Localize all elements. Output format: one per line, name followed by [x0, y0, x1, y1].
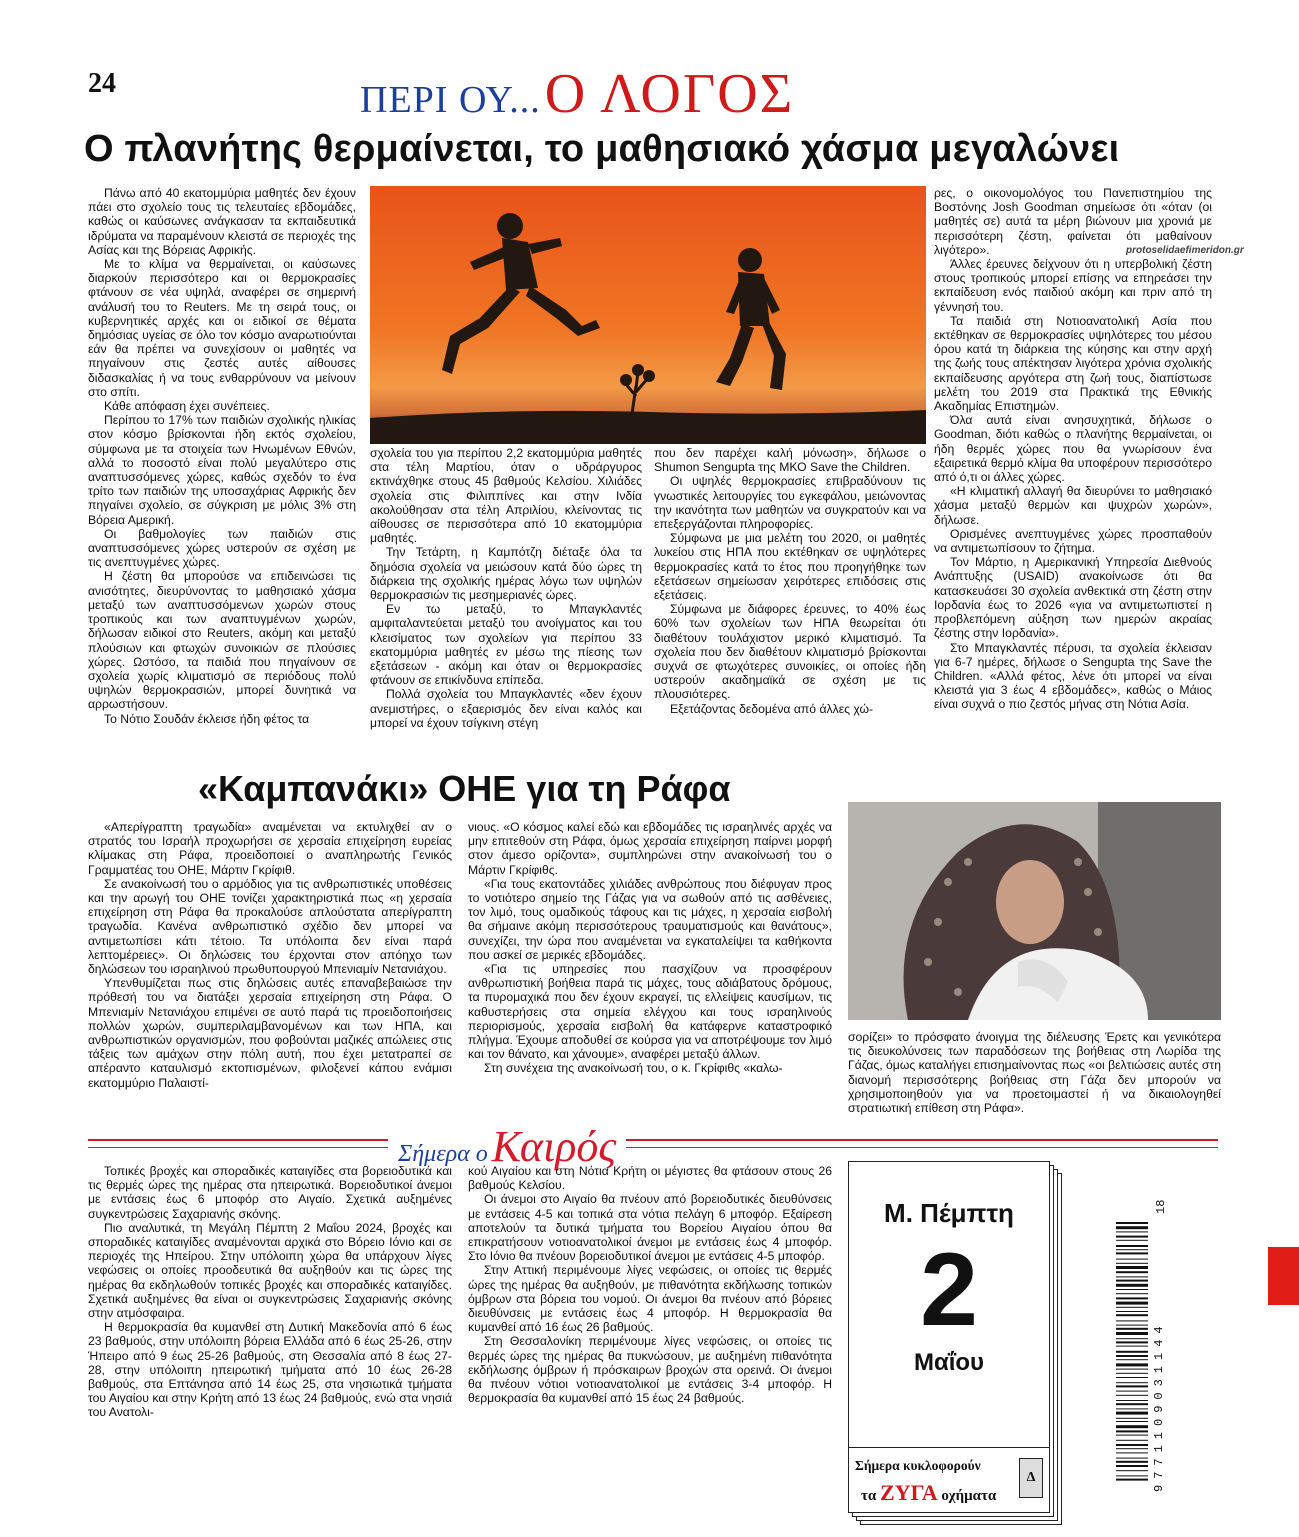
barcode-bar — [1116, 1391, 1148, 1392]
paragraph: σορίζει» το πρόσφατο άνοιγμα της διέλευσης Έρετς και γενικότερα τις διευκολύνσεις των παραδόσεων της βοήθειας στη Λωρίδα της Γάζας, όμως καταλήγει επισημαίνοντας πως «οι βελτιώσεις αυτές στη διανομή περισσότερης βοήθειας στη Γάζα δεν μπορούν να χρησιμοποιηθούν για να προετοιμαστεί ή να δικαιολογηθεί στρατιωτική επίθεση στη Ράφα». — [848, 1030, 1221, 1116]
barcode-bar — [1116, 1266, 1148, 1269]
barcode-bar — [1116, 1263, 1148, 1264]
barcode-bar — [1116, 1302, 1148, 1305]
barcode-bar — [1116, 1325, 1148, 1326]
paragraph: κού Αιγαίου και στη Νότια Κρήτη οι μέγιστες θα φτάσουν στους 26 βαθμούς Κελσίου. — [468, 1164, 832, 1193]
paragraph: Η ζέστη θα μπορούσε να επιδεινώσει τις ανισότητες, διευρύνοντας το μαθησιακό χάσμα μεταξύ των αναπτυσσόμενων χωρών στους τροπικούς και των αναπτυγμένων χωρών, δήλωσαν ειδικοί στο Reuters, ακόμη και μεταξύ πλούσιων και φτωχών συνοικιών σε πλούσιες χώρες. Ωστόσο, τα παιδιά που πηγαίνουν σε σχολεία χωρίς κλιματισμό σε περιόδους πολύ υψηλών θερμοκρασιών, μπορεί δυνητικά να αρρωστήσουν. — [88, 569, 356, 712]
barcode-bar — [1116, 1369, 1148, 1370]
barcode-bar — [1116, 1458, 1148, 1459]
paragraph: Περίπου το 17% των παιδιών σχολικής ηλικίας στον κόσμο βρίσκονται ήδη εκτός σχολείου, σύμφωνα με τα στοιχεία των Ηνωμένων Εθνών, αλλά το ποσοστό είναι πολύ μεγαλύτερο στις αναπτυσσόμενες χώρες, καθώς σχεδόν το ένα τρίτο των παιδιών της υποσαχάριας Αφρικής δεν πηγαίνει σχολείο, σε σύγκριση με μόλις 3% στη Βόρεια Αμερική. — [88, 413, 356, 527]
barcode-bar — [1116, 1452, 1148, 1453]
barcode-bar — [1116, 1359, 1148, 1360]
paragraph: «Για τους εκατοντάδες χιλιάδες ανθρώπους που διέφυγαν προς το νοτιότερο σημείο της Γάζας για να σωθούν από τις ασθένειες, τον λιμό, τους ομαδικούς τάφους και τις μάχες, η χερσαία εισβολή θα σήμαινε ακόμη περισσότερους τραυματισμούς και θανάτους», συνεχίζει, την ώρα που αναμένεται να εγκαταλείψει τα καθήκοντα που ασκεί σε μερικές εβδομάδες. — [468, 876, 832, 962]
paragraph: Με το κλίμα να θερμαίνεται, οι καύσωνες διαρκούν περισσότερο και οι θερμοκρασίες φτάνουν σε νέα υψηλά, αναφέρει σε σημερινή ανάλυσή του το Reuters. Με τη σειρά τους, οι κυβερνητικές αρχές και οι ειδικοί σε θέματα δημόσιας υγείας σε όλο τον κόσμο αναρωτιούνται εάν θα πρέπει να συνεχίσουν οι μαθητές να πηγαίνουν στις ζεστές αυτές αίθουσες διδασκαλίας ή να τους ενθαρρύνουν να μείνουν στο σπίτι. — [88, 257, 356, 399]
barcode-bar — [1116, 1293, 1148, 1294]
barcode-bar — [1116, 1465, 1148, 1467]
article1-column-2 — [370, 446, 642, 730]
calendar-month: Μαΐου — [913, 1349, 985, 1376]
barcode-bar — [1116, 1311, 1148, 1312]
barcode-bar — [1116, 1314, 1148, 1316]
paragraph: Υπενθυμίζεται πως στις δηλώσεις αυτές επαναβεβαιώσε την πρόθεσή του να διατάξει χερσαία επιχείρηση στη Ράφα. Ο Μπενιαμίν Νετανιάχου επιμένει σε αυτό παρά τις προειδοποιήσεις πολλών χωρών, συμπεριλαμβανομένων και των ΗΠΑ, και ανθρωπιστικών οργανισμών, που φοβούνται μαζικές απώλειες στις τάξεις των αμάχων στην πόλη αυτή, που έχει μετατραπεί σε απέραντο καταυλισμό εκτοπισμένων, φιλοξενεί κάπου ενάμισι εκατομμύριο Παλαιστί- — [88, 976, 452, 1090]
watermark: protoselidaefimeridon.gr — [1126, 245, 1244, 256]
barcode-bar — [1116, 1475, 1148, 1476]
barcode-bar — [1116, 1236, 1148, 1238]
barcode-bar — [1116, 1448, 1148, 1449]
article2-column-2 — [468, 820, 832, 1076]
barcode-bar — [1116, 1307, 1148, 1308]
weather-column-1 — [88, 1164, 452, 1420]
calendar-front-page — [848, 1161, 1050, 1513]
paragraph: Ορισμένες ανεπτυγμένες χώρες προσπαθούν να αντιμετωπίσουν το ζήτημα. — [934, 526, 1212, 556]
barcode-bar — [1116, 1222, 1148, 1224]
weather-column-2 — [468, 1164, 832, 1405]
traffic-note-line1: Σήμερα κυκλοφορούν — [855, 1458, 981, 1473]
main-headline: Ο πλανήτης θερμαίνεται, το μαθησιακό χάσμα μεγαλώνει — [84, 128, 1120, 170]
photo-illustration — [848, 802, 1221, 1020]
paragraph: σχολεία του για περίπου 2,2 εκατομμύρια μαθητές στα τέλη Μαρτίου, όταν ο υδράργυρος εκτινάχθηκε στους 45 βαθμούς Κελσίου. Χιλιάδες σχολεία στις Φιλιππίνες και στην Ινδία ακολούθησαν στα τέλη Απριλίου, κλείνοντας τις αίθουσες σε περισσότερα από 10 εκατομμύρια μαθητές. — [370, 446, 642, 546]
barcode-bar — [1116, 1385, 1148, 1387]
barcode-bar — [1116, 1351, 1148, 1353]
barcode-bar — [1116, 1418, 1148, 1419]
barcode-bar — [1116, 1444, 1148, 1446]
barcode-bar — [1116, 1231, 1148, 1232]
barcode-bar — [1116, 1421, 1148, 1422]
rafah-headline: «Καμπανάκι» ΟΗΕ για τη Ράφα — [198, 768, 731, 809]
article1-column-3 — [654, 446, 926, 716]
barcode-bar — [1116, 1280, 1148, 1282]
paragraph: Άλλες έρευνες δείχνουν ότι η υπερβολική ζέστη στους τροπικούς μπορεί επίσης να επηρεάσει την εκπαίδευση ενός παιδιού ακόμη και πριν από τη γέννησή του. — [934, 257, 1212, 314]
kicker-small: ΠΕΡΙ ΟΥ... — [360, 79, 541, 121]
traffic-note-pre: τα — [861, 1488, 877, 1504]
barcode-bar — [1116, 1412, 1148, 1415]
delta-badge-icon: Δ — [1019, 1458, 1043, 1498]
traffic-note-zyga: ΖΥΓΑ — [880, 1480, 938, 1505]
barcode-bar — [1116, 1430, 1148, 1432]
paragraph: Σύμφωνα με μια μελέτη του 2020, οι μαθητές λυκείου στις ΗΠΑ που εκτέθηκαν σε υψηλότερες θερμοκρασίες κατά το έτος που προηγήθηκε των εξετάσεων σημείωσαν χειρότερες επιδόσεις στις εξετάσεις. — [654, 531, 926, 603]
paragraph: Το Νότιο Σουδάν έκλεισε ήδη φέτος τα — [104, 711, 310, 726]
paragraph: Όλα αυτά είναι ανησυχητικά, δήλωσε ο Goodman, διότι καθώς ο πλανήτης θερμαίνεται, οι ήδη θερμές χώρες που θα γνωρίσουν ένα εξαιρετικά θερμό κλίμα θα υποφέρουν περισσότερο από ό,τι οι άλλες χώρες. — [934, 413, 1212, 485]
barcode-bar — [1116, 1377, 1148, 1378]
barcode-bar — [1116, 1271, 1148, 1273]
paragraph: Πάνω από 40 εκατομμύρια μαθητές δεν έχουν πάει στο σχολείο τους τις τελευταίες εβδομάδες, καθώς οι καύσωνες ανάγκασαν τα εκπαιδευτικά ιδρύματα να παραμένουν κλειστά σε περιοχές της Ασίας και της Βόρειας Αφρικής. — [88, 186, 356, 257]
paragraph: Στο Μπαγκλαντές πέρυσι, τα σχολεία έκλεισαν για 6-7 ημέρες, δήλωσε ο Sengupta της Save the Children. «Αλλά φέτος, λένε ότι μπορεί να είναι κλειστά για 3 έως 4 εβδομάδες», καθώς ο Μάιος είναι συχνά ο πιο ζεστός μήνας στη Νότια Ασία. — [934, 640, 1212, 712]
paragraph: Σε ανακοίνωσή του ο αρμόδιος για τις ανθρωπιστικές υποθέσεις και την αρωγή του ΟΗΕ τονίζει χαρακτηριστικά πως «η χερσαία επιχείρηση στη Ράφα θα προκαλούσε απλούστατα απερίγραπτη τραγωδία. Κανένα ανθρωπιστικό σχέδιο δεν μπορεί να αντιμετωπίσει κάτι τέτοιο. Τα υπόλοιπα δεν είναι παρά λεπτομέρειες». Οι δηλώσεις του έρχονται στον απόηχο των δηλώσεων του ισραηλινού πρωθυπουργού Μπενιαμίν Νετανιάχου. — [88, 876, 452, 977]
paragraph: νιους. «Ο κόσμος καλεί εδώ και εβδομάδες τις ισραηλινές αρχές να μην επιτεθούν στη Ράφα, όμως χερσαία επιχείρηση παίρνει μορφή στον άμεσο ορίζοντα», συμπληρώνει στην ανακοίνωσή του ο Μάρτιν Γκρίφιθς. — [468, 820, 832, 877]
barcode-bar — [1116, 1240, 1148, 1241]
kicker-large: Ο ΛΟΓΟΣ — [544, 63, 795, 125]
barcode-bar — [1116, 1355, 1148, 1357]
barcode-bar — [1116, 1470, 1148, 1471]
paragraph: Εν τω μεταξύ, το Μπαγκλαντές αμφιταλαντεύεται μεταξύ του ανοίγματος και του κλεισίματος των σχολείων για περίπου 33 εκατομμύρια μαθητές εν μέσω της πίεσης των εξετάσεων - ακόμη και όταν οι θερμοκρασίες φτάνουν σε επικίνδυνα επίπεδα. — [370, 602, 642, 688]
weather-title-small: Σήμερα ο — [398, 1141, 488, 1167]
paragraph: Τα παιδιά στη Νοτιοανατολική Ασία που εκτέθηκαν σε θερμοκρασίες υψηλότερες του μέσου όρου κατά τη διάρκεια της κύησης και στην αρχή της ζωής τους απέκτησαν λιγότερα χρόνια σχολικής εκπαίδευσης αργότερα στη ζωή τους, διαπίστωσε μελέτη του 2019 στα Πρακτικά της Εθνικής Ακαδημίας Επιστημών. — [934, 313, 1212, 414]
paragraph: Τον Μάρτιο, η Αμερικανική Υπηρεσία Διεθνούς Ανάπτυξης (USAID) ανακοίνωσε ότι θα κατασκευάσει 30 σχολεία ανθεκτικά στη ζέστη στην Ιορδανία έως το 2026 «για να αντιμετωπιστεί η προβλεπόμενη αύξηση των ημερών ακραίας ζέστης στην Ιορδανία». — [934, 555, 1212, 641]
barcode-bar — [1116, 1395, 1148, 1396]
paragraph: Εξετάζοντας δεδομένα από άλλες χώ- — [670, 701, 874, 716]
page-number: 24 — [88, 68, 116, 99]
traffic-note-post: οχήματα — [941, 1488, 997, 1504]
article1-column-4 — [934, 186, 1212, 712]
paragraph: Στη συνέχεια της ανακοίνωσή του, ο κ. Γκρίφιθς «καλω- — [484, 1061, 783, 1076]
barcode-bar — [1116, 1226, 1148, 1229]
barcode-bar — [1116, 1341, 1148, 1343]
barcode-bar — [1116, 1435, 1148, 1436]
barcode-bar — [1116, 1479, 1148, 1481]
paragraph: «Για τις υπηρεσίες που πασχίζουν να προσφέρουν ανθρωπιστική βοήθεια παρά τις μάχες, τους αδιάβατους δρόμους, τα πυρομαχικά που δεν έχουν εκραγεί, τις ελλείψεις καυσίμων, τις καθυστερήσεις στα σημεία ελέγχου και τους ισραηλινούς περιορισμούς, χερσαία εισβολή θα κατάφερνε καταστροφικό πλήγμα. Έχουμε αποδυθεί σε κούρσα για να αποτρέψουμε τον λιμό και τον θάνατο, και χάνουμε», αναφέρει μεταξύ άλλων. — [468, 962, 832, 1062]
barcode-bar — [1116, 1252, 1148, 1254]
barcode-bar — [1116, 1297, 1148, 1299]
barcode-bar — [1116, 1425, 1148, 1428]
barcode-bar — [1116, 1332, 1148, 1335]
barcode-bar — [1116, 1245, 1148, 1247]
barcode-bar — [1116, 1408, 1148, 1409]
barcode-bar — [1116, 1320, 1148, 1321]
barcode-bar — [1116, 1289, 1148, 1290]
barcode-bar — [1116, 1400, 1148, 1401]
paragraph: Σύμφωνα με διάφορες έρευνες, το 40% έως 60% των σχολείων των ΗΠΑ θεωρείται ότι διαθέτουν τουλάχιστον μερικό κλιματισμό. Τα σχολεία που δεν διαθέτουν κλιματισμό βρίσκονται συχνά σε φτωχότερες συνοικίες, οι οποίες ήδη υστερούν ακαδημαϊκά σε σχέση με τις πλουσιότερες. — [654, 602, 926, 702]
barcode-bar — [1116, 1284, 1148, 1287]
barcode-bar — [1116, 1249, 1148, 1250]
barcode-bar — [1116, 1373, 1148, 1374]
paragraph: «Η κλιματική αλλαγή θα διευρύνει το μαθησιακό χάσμα μεταξύ θερμών και ψυχρών χωρών», δήλωσε. — [934, 484, 1212, 527]
barcode-bar — [1116, 1440, 1148, 1441]
barcode-bar — [1116, 1328, 1148, 1330]
paragraph: Πολλά σχολεία του Μπαγκλαντές «δεν έχουν ανεμιστήρες, ο εξαερισμός δεν είναι καλός και μπορεί να έχουν τσίγκινη στέγη — [370, 687, 642, 730]
barcode-bar — [1116, 1338, 1148, 1339]
date-calendar — [848, 1161, 1060, 1533]
grieving-woman-photo — [848, 802, 1221, 1020]
red-page-tab — [1268, 1247, 1299, 1305]
paragraph: Οι υψηλές θερμοκρασίες επιβραδύνουν τις γνωστικές λειτουργίες του εγκεφάλου, μειώνοντας την ικανότητα των μαθητών να συγκρατούν και να επεξεργάζονται πληροφορίες. — [654, 474, 926, 532]
calendar-day: Μ. Πέμπτη — [884, 1198, 1014, 1228]
paragraph: Οι βαθμολογίες των παιδιών στις αναπτυσσόμενες χώρες υστερούν σε σχέση με τις ανεπτυγμένες χώρες. — [88, 526, 356, 570]
barcode-bar — [1116, 1276, 1148, 1277]
barcode — [1116, 1192, 1172, 1504]
paragraph: ρες, ο οικονομολόγος του Πανεπιστημίου της Βοστόνης Josh Goodman σημείωσε ότι «όταν (οι μαθητές σε) αυτά τα μέρη βιώνουν μια χρονιά με περισσότερη ζέστη, φαίνεται ότι μαθαίνουν λιγότερο». — [934, 186, 1212, 257]
paragraph: που δεν παρέχει καλή μόνωση», δήλωσε ο Shumon Sengupta της ΜΚΟ Save the Children. — [654, 446, 926, 475]
traffic-note — [849, 1447, 1049, 1512]
paragraph: «Απερίγραπτη τραγωδία» αναμένεται να εκτυλιχθεί αν ο στρατός του Ισραήλ προχωρήσει σε χερσαία επιχείρηση ευρείας κλίμακας στη Ράφα, προειδοποιεί ο αναπληρωτής Γενικός Γραμματέας του ΟΗΕ, Μάρτιν Γκρίφιθ. — [88, 820, 452, 877]
paragraph: Οι άνεμοι στο Αιγαίο θα πνέουν από βορειοδυτικές διευθύνσεις με εντάσεις 4-5 και τοπικά στα νότια πελάγη 6 μποφόρ. Εξαίρεση αποτελούν τα δυτικά τμήματα του Βορείου Αιγαίου όπου θα επικρατήσουν νοτιοανατολικοί άνεμοι με εντάσεις έως 4 μποφόρ. Στο Ιόνιο θα πνέουν βορειοδυτικοί άνεμοι με εντάσεις 4-5 μποφόρ. — [468, 1192, 832, 1264]
article2-column-3 — [848, 1030, 1221, 1115]
barcode-bar — [1116, 1346, 1148, 1347]
rule-line — [88, 1139, 1218, 1141]
barcode-bar — [1116, 1403, 1148, 1405]
paragraph: Στη Θεσσαλονίκη περιμένουμε λίγες νεφώσεις, οι οποίες τις θερμές ώρες της ημέρας θα πυκνώσουν, με αυξημένη πιθανότητα εκδήλωσης όμβρων ή πρόσκαιρων βροχών στα ορεινά. Οι άνεμοι θα πνέουν νότιοι νοτιοανατολικοί με εντάσεις 3-4 μποφόρ. Η θερμοκρασία θα κυμανθεί από 15 έως 24 βαθμούς. — [468, 1334, 832, 1406]
barcode-bar — [1116, 1461, 1148, 1463]
weather-title-large: Καιρός — [491, 1122, 617, 1171]
paragraph: Στην Αττική περιμένουμε λίγες νεφώσεις, οι οποίες τις θερμές ώρες της ημέρας θα αυξηθούν, με πιθανότητα εκδήλωσης τοπικών όμβρων στα βόρεια του νομού. Οι άνεμοι θα πνέουν από βόρειες διευθύνσεις με εντάσεις έως 4 μποφόρ. Η θερμοκρασία θα κυμανθεί από 16 έως 26 βαθμούς. — [468, 1263, 832, 1335]
silhouette-illustration — [370, 186, 926, 444]
paragraph: Τοπικές βροχές και σποραδικές καταιγίδες στα βορειοδυτικά και τις θερμές ώρες της ημέρας στα ηπειρωτικά. Βορειοδυτικοί άνεμοι με εντάσεις έως 6 μποφόρ στο Αιγαίο. Σχετικά αυξημένες συγκεντρώσεις Σαχαριανής σκόνης. — [88, 1164, 452, 1221]
barcode-digits: 9771109031144 — [1152, 1320, 1166, 1492]
paragraph: Κάθε απόφαση έχει συνέπειες. — [104, 399, 270, 414]
article1-column-1 — [88, 186, 356, 726]
rule-line — [88, 1147, 1218, 1148]
paragraph: Την Τετάρτη, η Καμπότζη διέταξε όλα τα δημόσια σχολεία να μειώσουν κατά δύο ώρες τη διάρκεια της σχολικής ημέρας λόγω των υψηλών θερμοκρασιών τις μεσημεριανές ώρες. — [370, 545, 642, 603]
barcode-bar — [1116, 1382, 1148, 1383]
barcode-bar — [1116, 1259, 1148, 1260]
sunset-children-photo — [370, 186, 926, 444]
calendar-date-number: 2 — [920, 1232, 978, 1348]
barcode-bar — [1116, 1363, 1148, 1366]
traffic-note-line2 — [861, 1480, 996, 1506]
paragraph: Η θερμοκρασία θα κυμανθεί στη Δυτική Μακεδονία από 6 έως 23 βαθμούς, στην υπόλοιπη βόρεια Ελλάδα από 6 έως 25-26, στην Ήπειρο από 9 έως 25-26 βαθμούς, στη Θεσσαλία από 8 έως 27-28, στην υπόλοιπη ηπειρωτική τμήματα από 10 έως 26-28 βαθμούς, στα Επτάνησα από 14 έως 25, στα νησιωτικά τμήματα του Αιγαίου και στην Κρήτη από 13 έως 24 βαθμούς, ενώ στα νησιά του Ανατολι- — [88, 1320, 452, 1420]
section-kicker — [360, 62, 794, 126]
paragraph: Πιο αναλυτικά, τη Μεγάλη Πέμπτη 2 Μαΐου 2024, βροχές και σποραδικές καταιγίδες αναμένονται αρχικά στο Βόρειο Ιόνιο και σε περιοχές της Ηπείρου. Στην υπόλοιπη χώρα θα υπάρχουν λίγες νεφώσεις οι οποίες προοδευτικά θα αυξηθούν και τις ώρες της ημέρας θα εκδηλωθούν τοπικές βροχές και σποραδικές καταιγίδες. Σχετικά αυξημένες θα είναι οι συγκεντρώσεις Σαχαριανής σκόνης στην ατμόσφαιρα. — [88, 1220, 452, 1321]
article2-column-1 — [88, 820, 452, 1090]
barcode-issue: 18 — [1154, 1199, 1168, 1214]
